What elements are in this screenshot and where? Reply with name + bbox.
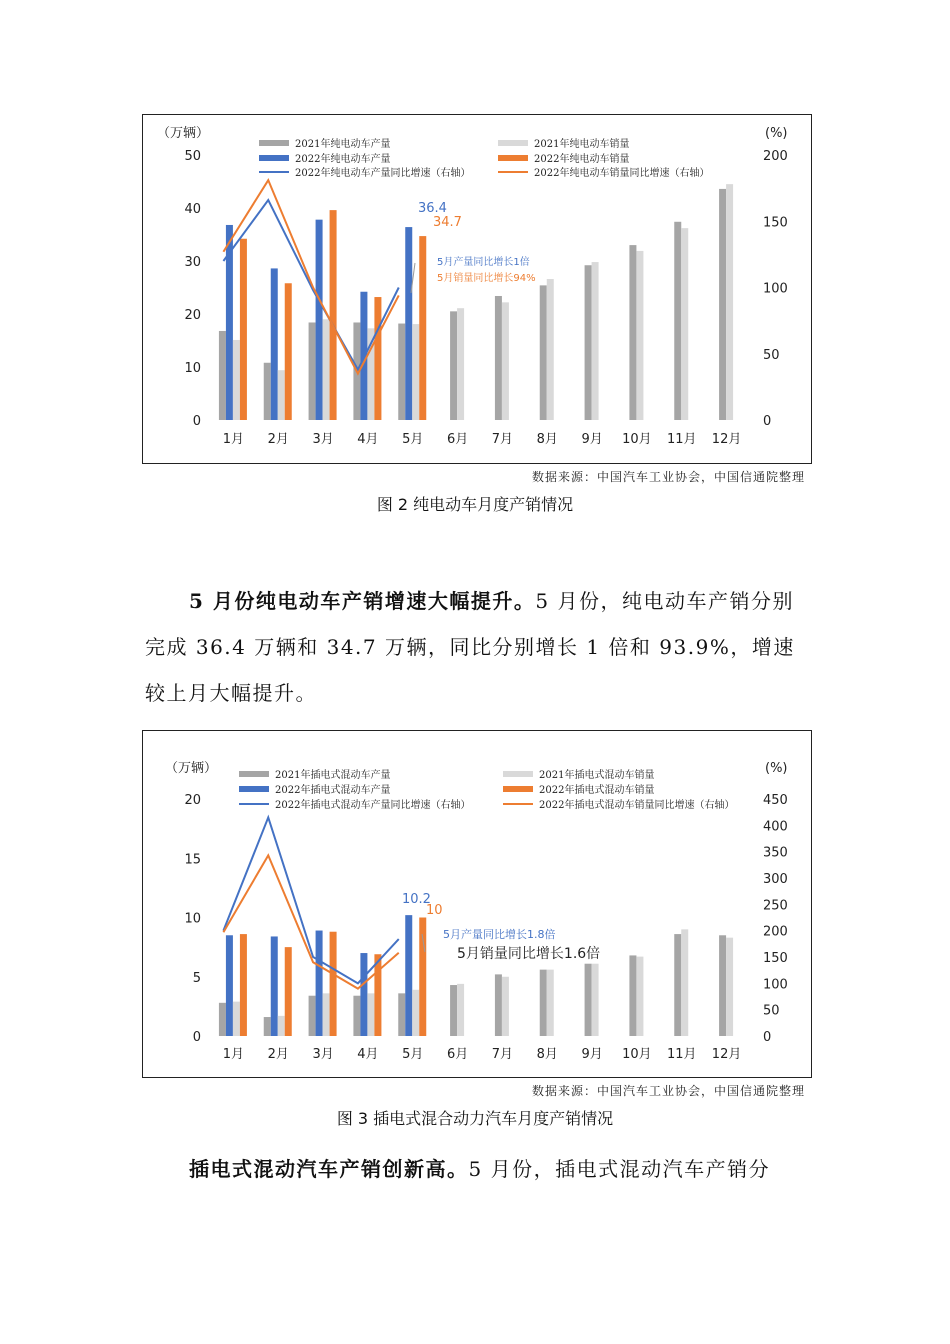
category-label: 12月	[711, 1047, 742, 1062]
category-label: 9月	[581, 1047, 603, 1062]
bar	[264, 363, 271, 420]
bar	[405, 915, 412, 1036]
bar	[233, 1002, 240, 1036]
data-label: 10	[426, 903, 443, 918]
paragraph-phev-text: 5 月份，插电式混动汽车产销分	[468, 1157, 771, 1181]
bar	[226, 935, 233, 1036]
category-label: 7月	[491, 1047, 514, 1062]
bar	[629, 245, 636, 420]
right-tick-label: 100	[763, 977, 788, 993]
category-label: 1月	[222, 1047, 245, 1062]
left-tick-label: 20	[184, 308, 201, 323]
annotation-text: 5月销量同比增长94%	[437, 273, 536, 284]
left-tick-label: 15	[184, 852, 201, 868]
data-label: 10.2	[402, 892, 431, 907]
right-tick-label: 150	[763, 215, 788, 231]
category-label: 9月	[581, 432, 603, 447]
category-label: 8月	[536, 1047, 558, 1062]
figure-2-caption: 图 2 纯电动车月度产销情况	[376, 495, 574, 514]
category-label: 10月	[622, 432, 652, 447]
category-label: 11月	[666, 432, 697, 447]
category-label: 12月	[711, 432, 742, 447]
bar	[278, 1016, 285, 1036]
bar	[240, 239, 247, 420]
bar	[674, 934, 681, 1036]
bar	[547, 279, 554, 420]
data-label: 36.4	[418, 201, 447, 216]
legend-label: 2022年插电式混动车销量同比增速（右轴）	[539, 800, 735, 811]
left-tick-label: 50	[184, 149, 201, 164]
bar	[374, 954, 381, 1036]
right-tick-label: 300	[763, 872, 788, 887]
right-tick-label: 200	[763, 924, 788, 940]
category-label: 7月	[491, 432, 514, 447]
bar	[681, 929, 688, 1036]
category-label: 5月	[402, 432, 424, 447]
bar	[233, 340, 240, 420]
right-tick-label: 150	[763, 951, 788, 966]
bar	[629, 955, 636, 1036]
legend-label: 2021年插电式混动车产量	[275, 770, 391, 781]
legend-label: 2021年纯电动车销量	[534, 139, 630, 150]
left-tick-label: 5	[192, 970, 201, 986]
right-tick-label: 0	[763, 414, 772, 429]
bar	[726, 184, 733, 420]
left-tick-label: 0	[192, 1030, 201, 1045]
left-tick-label: 40	[184, 202, 201, 217]
chart-phev-svg	[143, 731, 811, 1077]
left-tick-label: 0	[192, 414, 201, 429]
left-tick-label: 10	[184, 911, 201, 927]
bar	[450, 985, 457, 1036]
bar	[398, 993, 405, 1036]
bar	[592, 964, 599, 1036]
bar	[450, 311, 457, 420]
legend-label: 2022年插电式混动车销量	[539, 785, 655, 796]
legend-label: 2022年纯电动车产量同比增速（右轴）	[295, 168, 471, 179]
bar	[316, 220, 323, 420]
right-tick-label: 450	[763, 793, 788, 808]
left-tick-label: 20	[184, 793, 201, 808]
legend-label: 2022年纯电动车产量	[295, 154, 391, 165]
legend-swatch	[259, 140, 289, 146]
figure-2-source: 数据来源：中国汽车工业协会，中国信通院整理	[531, 470, 805, 484]
bar	[353, 996, 360, 1036]
bar	[495, 974, 502, 1036]
bar	[419, 236, 426, 420]
legend-label: 2022年插电式混动车产量	[275, 785, 391, 796]
category-label: 2月	[267, 1047, 289, 1062]
bar	[457, 984, 464, 1036]
legend-swatch	[259, 155, 289, 161]
right-axis-unit: (%)	[765, 761, 788, 776]
bar	[636, 251, 643, 420]
legend-label: 2022年纯电动车销量	[534, 154, 630, 165]
right-tick-label: 50	[763, 1003, 780, 1019]
legend-swatch	[239, 786, 269, 792]
bar	[323, 993, 330, 1036]
category-label: 8月	[536, 432, 558, 447]
category-label: 2月	[267, 432, 289, 447]
right-tick-label: 400	[763, 819, 788, 835]
legend-label: 2021年纯电动车产量	[295, 139, 391, 150]
bar	[636, 957, 643, 1036]
bar	[585, 265, 592, 420]
bar	[674, 222, 681, 420]
category-label: 10月	[622, 1047, 652, 1062]
left-axis-unit: （万辆）	[157, 126, 210, 141]
category-label: 6月	[446, 432, 469, 447]
bar	[419, 918, 426, 1037]
bar	[681, 228, 688, 420]
bar	[285, 283, 292, 420]
right-axis-unit: (%)	[765, 126, 788, 141]
bar	[719, 189, 726, 420]
legend-swatch	[503, 771, 533, 777]
category-label: 3月	[312, 432, 334, 447]
bar	[360, 953, 367, 1036]
annotation-text: 5月产量同比增长1倍	[437, 257, 530, 268]
category-label: 11月	[666, 1047, 697, 1062]
bar	[316, 931, 323, 1036]
bar	[726, 938, 733, 1036]
bar	[271, 936, 278, 1036]
figure-3-source: 数据来源：中国汽车工业协会，中国信通院整理	[531, 1084, 805, 1098]
right-tick-label: 250	[763, 898, 788, 914]
data-label: 34.7	[433, 215, 462, 230]
category-label: 6月	[446, 1047, 469, 1062]
bar	[330, 932, 337, 1036]
paragraph-phev-lead: 插电式混动汽车产销创新高。	[189, 1157, 469, 1181]
bar	[398, 324, 405, 420]
right-tick-label: 50	[763, 347, 780, 363]
left-tick-label: 10	[184, 361, 201, 376]
right-tick-label: 0	[763, 1030, 772, 1045]
bar	[367, 993, 374, 1036]
bar	[585, 964, 592, 1036]
category-label: 4月	[357, 1047, 379, 1062]
bar	[219, 1003, 226, 1036]
bar	[457, 308, 464, 420]
bar	[547, 970, 554, 1036]
paragraph-phev	[145, 1146, 805, 1192]
bar	[592, 262, 599, 420]
legend-swatch	[498, 155, 528, 161]
bar	[271, 268, 278, 420]
annotation-text: 5月销量同比增长1.6倍	[457, 946, 601, 962]
legend-swatch	[239, 771, 269, 777]
bar	[495, 296, 502, 420]
legend-label: 2021年插电式混动车销量	[539, 770, 655, 781]
paragraph-bev	[145, 578, 805, 716]
left-tick-label: 30	[184, 255, 201, 270]
annotation-text: 5月产量同比增长1.8倍	[443, 928, 556, 941]
chart-bev-monthly	[142, 114, 812, 464]
legend-label: 2022年纯电动车销量同比增速（右轴）	[534, 168, 710, 179]
bar	[264, 1017, 271, 1036]
bar	[412, 324, 419, 420]
category-label: 4月	[357, 432, 379, 447]
bar	[412, 990, 419, 1036]
bar	[285, 947, 292, 1036]
legend-label: 2022年插电式混动车产量同比增速（右轴）	[275, 800, 471, 811]
right-tick-label: 100	[763, 281, 788, 297]
bar	[330, 210, 337, 420]
bar	[374, 297, 381, 420]
chart-bev-svg	[143, 115, 811, 463]
bar	[540, 285, 547, 420]
paragraph-bev-lead: 5 月份纯电动车产销增速大幅提升。	[189, 589, 536, 613]
right-tick-label: 350	[763, 845, 788, 861]
bar	[309, 322, 316, 420]
chart-phev-monthly	[142, 730, 812, 1078]
category-label: 1月	[222, 432, 245, 447]
bar	[502, 977, 509, 1036]
category-label: 3月	[312, 1047, 334, 1062]
left-axis-unit: （万辆）	[165, 761, 218, 776]
bar	[502, 302, 509, 420]
legend-swatch	[503, 786, 533, 792]
bar	[240, 934, 247, 1036]
bar	[323, 319, 330, 420]
bar	[405, 227, 412, 420]
bar	[219, 331, 226, 420]
bar	[309, 996, 316, 1036]
paragraph-bev-text: 5 月份，纯电动车产销分别完成 36.4 万辆和 34.7 万辆，同比分别增长 1 倍和 93.9%，增速较上月大幅提升。	[145, 589, 795, 705]
bar	[278, 370, 285, 420]
bar	[719, 935, 726, 1036]
category-label: 5月	[402, 1047, 424, 1062]
right-tick-label: 200	[763, 149, 788, 164]
figure-3-caption: 图 3 插电式混合动力汽车月度产销情况	[336, 1109, 614, 1128]
legend-swatch	[498, 140, 528, 146]
bar	[540, 970, 547, 1036]
